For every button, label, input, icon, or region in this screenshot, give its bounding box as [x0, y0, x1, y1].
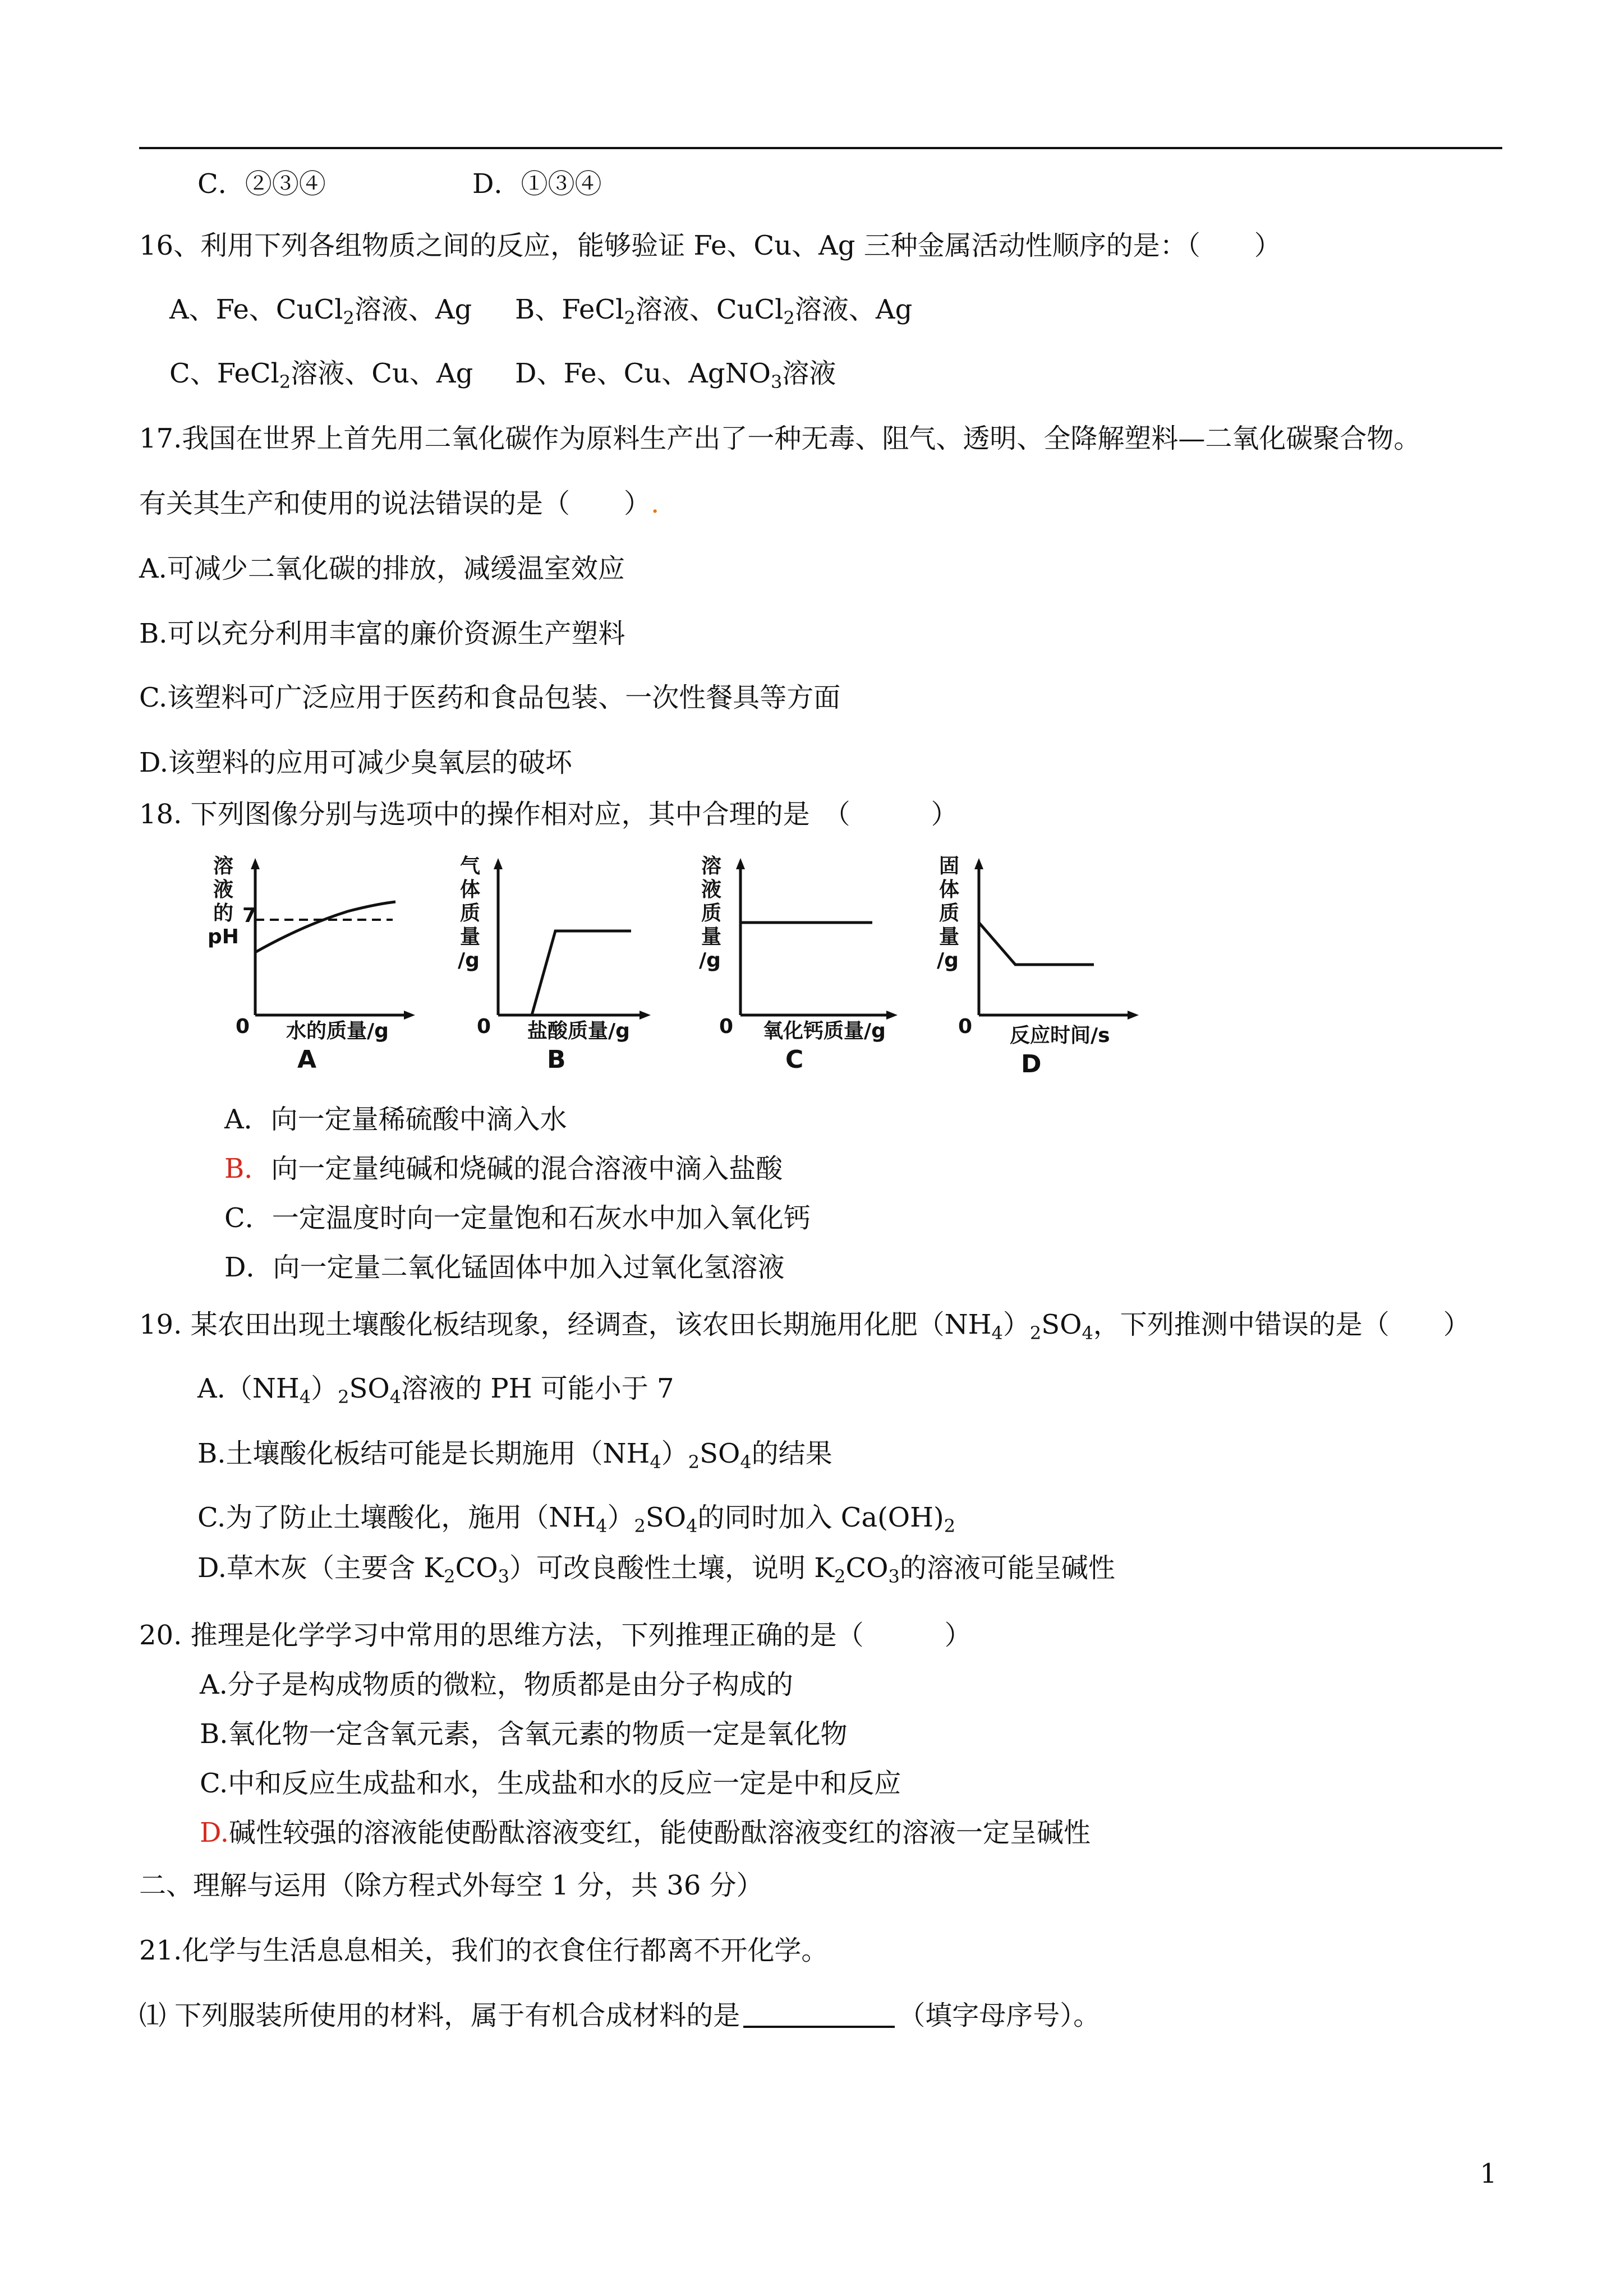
graph-c-x-arrow	[886, 1011, 898, 1020]
graph-d-ylabel-2: 体	[939, 878, 960, 901]
graph-a-caption: A	[297, 1045, 317, 1074]
graph-d-ylabel-5: /g	[937, 949, 959, 972]
q16-stem: 16、利用下列各组物质之间的反应，能够验证 Fe、Cu、Ag 三种金属活动性顺序的是：（ ）	[139, 230, 1281, 261]
q21-answer-blank[interactable]	[743, 2001, 895, 2028]
graph-c-y-arrow	[736, 858, 745, 869]
graph-a-xlabel: 水的质量/g	[286, 1020, 389, 1043]
graph-a-ylabel-2: 液	[213, 878, 234, 901]
q15-option-d: D．①③④	[472, 168, 602, 200]
q16-option-a: A、Fe、CuCl$_2$溶液、Ag	[169, 294, 472, 329]
graph-b-origin: 0	[477, 1015, 491, 1038]
q17-option-d: D.该塑料的应用可减少臭氧层的破坏	[139, 747, 573, 778]
graph-a-y-arrow	[251, 858, 260, 869]
graph-d-curve	[979, 923, 1094, 965]
graph-c-ylabel-4: 量	[701, 925, 722, 948]
section-2-heading: 二、理解与运用（除方程式外每空 1 分，共 36 分）	[139, 1870, 763, 1901]
graph-d-ylabel-4: 量	[939, 925, 960, 948]
graph-c	[699, 855, 898, 1074]
graph-b-ylabel-1: 气	[460, 855, 481, 878]
graph-b-y-arrow	[494, 858, 503, 869]
q20-option-c: C.中和反应生成盐和水，生成盐和水的反应一定是中和反应	[200, 1768, 901, 1799]
graph-a-x-arrow	[404, 1011, 415, 1020]
graph-d-y-arrow	[974, 858, 983, 869]
graph-a-ylabel-1: 溶	[213, 855, 234, 878]
q18-stem: 18. 下列图像分别与选项中的操作相对应，其中合理的是 （ ）	[139, 799, 958, 830]
graph-a-ylabel-4: pH	[208, 925, 239, 948]
q17-option-c: C.该塑料可广泛应用于医药和食品包装、一次性餐具等方面	[139, 682, 841, 713]
q21-stem: 21.化学与生活息息相关，我们的衣食住行都离不开化学。	[139, 1935, 829, 1966]
q20-option-a: A.分子是构成物质的微粒，物质都是由分子构成的	[200, 1669, 793, 1700]
q20-option-d: D.碱性较强的溶液能使酚酞溶液变红，能使酚酞溶液变红的溶液一定呈碱性	[200, 1817, 1091, 1848]
q19-option-a: $A.(NH_4)_2SO_4$溶液的 PH 可能小于 7	[197, 1373, 674, 1408]
q17-stem-line2: 有关其生产和使用的说法错误的是（ ）.	[139, 488, 660, 519]
q19-option-d: D.草木灰（主要含 $K_2CO_3$）可改良酸性土壤，说明 $K_2CO_3$的溶液可能呈碱性	[197, 1552, 1115, 1587]
graph-d-ylabel-3: 质	[939, 902, 960, 925]
graph-d-caption: D	[1021, 1050, 1042, 1078]
q17-stem-line1: 17.我国在世界上首先用二氧化碳作为原料生产出了一种无毒、阻气、透明、全降解塑料—二氧化碳聚合物。	[139, 423, 1421, 454]
q20-stem: 20. 推理是化学学习中常用的思维方法，下列推理正确的是（ ）	[139, 1620, 972, 1651]
graph-b-ylabel-5: /g	[458, 949, 480, 972]
q21-part1: ⑴ 下列服装所使用的材料，属于有机合成材料的是 （填字母序号）。	[139, 2000, 1101, 2031]
graph-b-caption: B	[547, 1045, 566, 1074]
graph-c-ylabel-5: /g	[699, 949, 721, 972]
q18-option-b: B．向一定量纯碱和烧碱的混合溶液中滴入盐酸	[224, 1153, 783, 1184]
graph-b-x-arrow	[640, 1011, 651, 1020]
q16-option-b: B、FeCl$_2$溶液、CuCl$_2$溶液、Ag	[515, 294, 913, 329]
graph-b-xlabel: 盐酸质量/g	[527, 1020, 630, 1043]
graph-b-ylabel-2: 体	[460, 878, 481, 901]
graph-d-ylabel-1: 固	[939, 855, 960, 878]
header-rule	[139, 147, 1502, 149]
q16-option-d: D、Fe、Cu、AgNO$_3$溶液	[515, 358, 836, 393]
graph-c-origin: 0	[719, 1015, 734, 1038]
q17-option-a: A.可减少二氧化碳的排放，减缓温室效应	[139, 553, 625, 584]
q16-option-c: C、FeCl$_2$溶液、Cu、Ag	[169, 358, 473, 393]
page-number: 1	[1480, 2158, 1497, 2189]
graph-d-x-arrow	[1128, 1011, 1139, 1020]
graph-b-ylabel-4: 量	[460, 925, 481, 948]
q18-option-c: C．一定温度时向一定量饱和石灰水中加入氧化钙	[224, 1202, 811, 1234]
q18-option-d: D．向一定量二氧化锰固体中加入过氧化氢溶液	[224, 1252, 785, 1283]
graph-b	[458, 855, 651, 1074]
graph-a-curve	[255, 902, 395, 952]
graph-c-caption: C	[785, 1045, 804, 1074]
graph-d-origin: 0	[958, 1015, 973, 1038]
graph-c-ylabel-1: 溶	[701, 855, 722, 878]
q20-option-b: B.氧化物一定含氧元素，含氧元素的物质一定是氧化物	[200, 1718, 848, 1750]
graph-b-curve	[532, 931, 631, 1015]
graph-d-xlabel: 反应时间/s	[1010, 1024, 1110, 1047]
graph-c-xlabel: 氧化钙质量/g	[763, 1020, 886, 1043]
q15-option-c: C．②③④	[197, 168, 326, 200]
q19-option-b: B.土壤酸化板结可能是长期施用$(NH_4)_2SO_4$的结果	[197, 1438, 832, 1473]
q18-option-a: A．向一定量稀硫酸中滴入水	[224, 1104, 567, 1135]
graph-c-ylabel-2: 液	[701, 878, 722, 901]
graph-d	[937, 855, 1139, 1078]
q19-stem: 19. 某农田出现土壤酸化板结现象，经调查，该农田长期施用化肥$(NH_4)_2SO_4$，下列推测中错误的是（ ）	[139, 1309, 1470, 1344]
graph-a-origin: 0	[236, 1015, 250, 1038]
graph-a-tick-7: 7	[242, 904, 257, 927]
graph-a-ylabel-3: 的	[213, 902, 234, 925]
graph-a	[208, 855, 415, 1074]
q17-option-b: B.可以充分利用丰富的廉价资源生产塑料	[139, 618, 625, 649]
q18-graphs-figure	[180, 852, 1167, 1088]
q19-option-c: C.为了防止土壤酸化，施用$(NH_4)_2SO_4$的同时加入 $Ca(OH)_2$	[197, 1502, 956, 1537]
graph-b-ylabel-3: 质	[460, 902, 481, 925]
graph-c-ylabel-3: 质	[701, 902, 722, 925]
